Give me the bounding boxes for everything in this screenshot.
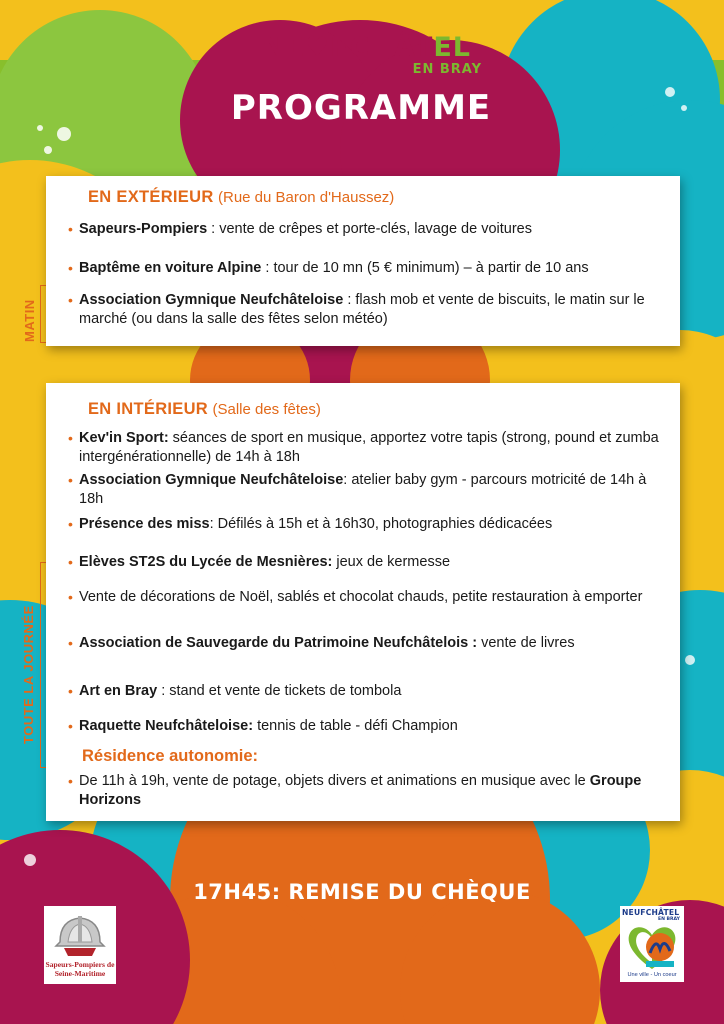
bullet-icon: •: [68, 260, 73, 276]
indoor-card: [46, 383, 680, 821]
list-item: • Raquette Neufchâteloise: tennis de table - défi Champion: [68, 718, 458, 734]
city-logo-word: NEUFCHÂTEL: [622, 908, 680, 917]
list-item: • Association Gymnique Neufchâteloise : flash mob et vente de biscuits, le matin sur le marché (ou dans la salle des fêtes selon météo): [68, 292, 645, 327]
pompiers-label: Sapeurs-Pompiers de Seine-Maritime: [45, 960, 115, 978]
firefighter-helmet-icon: [54, 912, 106, 958]
neufchatel-logo: [262, 32, 492, 84]
outdoor-heading: EN EXTÉRIEUR (Rue du Baron d'Haussez): [88, 188, 395, 206]
city-logo-sub: EN BRAY: [657, 917, 680, 922]
bullet-icon: •: [68, 292, 73, 308]
bullet-icon: •: [68, 472, 73, 488]
list-item: • Art en Bray : stand et vente de tickets de tombola: [68, 683, 402, 699]
bullet-icon: •: [68, 683, 73, 699]
logo-subtitle: EN BRAY: [412, 62, 482, 77]
list-item: • Kev'in Sport: séances de sport en musique, apportez votre tapis (strong, pound et zumba intergénérationnelle) de 14h à 18h: [68, 430, 659, 465]
list-item: • Baptême en voiture Alpine : tour de 10 mn (5 € minimum) – à partir de 10 ans: [68, 260, 589, 276]
list-item: • De 11h à 19h, vente de potage, objets divers et animations en musique avec le Groupe Horizons: [68, 773, 642, 808]
side-label-matin: MATIN: [22, 299, 37, 342]
list-item: • Association Gymnique Neufchâteloise: atelier baby gym - parcours motricité de 14h à 18h: [68, 472, 647, 507]
bullet-icon: •: [68, 635, 73, 651]
list-item: • Présence des miss: Défilés à 15h et à 16h30, photographies dédicacées: [68, 516, 553, 532]
outdoor-card: [46, 176, 680, 346]
journee-bracket: [40, 562, 41, 768]
bullet-icon: •: [68, 773, 73, 789]
bullet-icon: •: [68, 589, 73, 605]
logo-wordmark: NE♥FCHÂTEL: [262, 32, 471, 63]
city-heart-emblem-icon: [626, 923, 678, 971]
list-item: • Sapeurs-Pompiers : vente de crêpes et porte-clés, lavage de voitures: [68, 221, 532, 237]
side-label-journee: TOUTE LA JOURNÉE: [21, 605, 36, 744]
list-item: • Association de Sauvegarde du Patrimoine Neufchâtelois : vente de livres: [68, 635, 575, 651]
bullet-icon: •: [68, 516, 73, 532]
city-logo: [620, 906, 684, 982]
residence-heading: Résidence autonomie:: [82, 747, 259, 765]
indoor-heading: EN INTÉRIEUR (Salle des fêtes): [88, 400, 321, 418]
city-logo-slogan: Une ville - Un coeur: [627, 972, 677, 978]
list-item: • Vente de décorations de Noël, sablés et chocolat chauds, petite restauration à emporter: [68, 589, 643, 605]
heart-icon: ♥: [305, 32, 331, 63]
page-title: PROGRAMME: [230, 88, 492, 128]
bullet-icon: •: [68, 554, 73, 570]
pompiers-logo: [44, 906, 116, 984]
bullet-icon: •: [68, 430, 73, 446]
bullet-icon: •: [68, 718, 73, 734]
matin-bracket: [40, 285, 41, 343]
list-item: • Elèves ST2S du Lycée de Mesnières: jeux de kermesse: [68, 554, 451, 570]
remise-banner: 17H45: REMISE DU CHÈQUE: [193, 880, 531, 904]
bullet-icon: •: [68, 221, 73, 237]
